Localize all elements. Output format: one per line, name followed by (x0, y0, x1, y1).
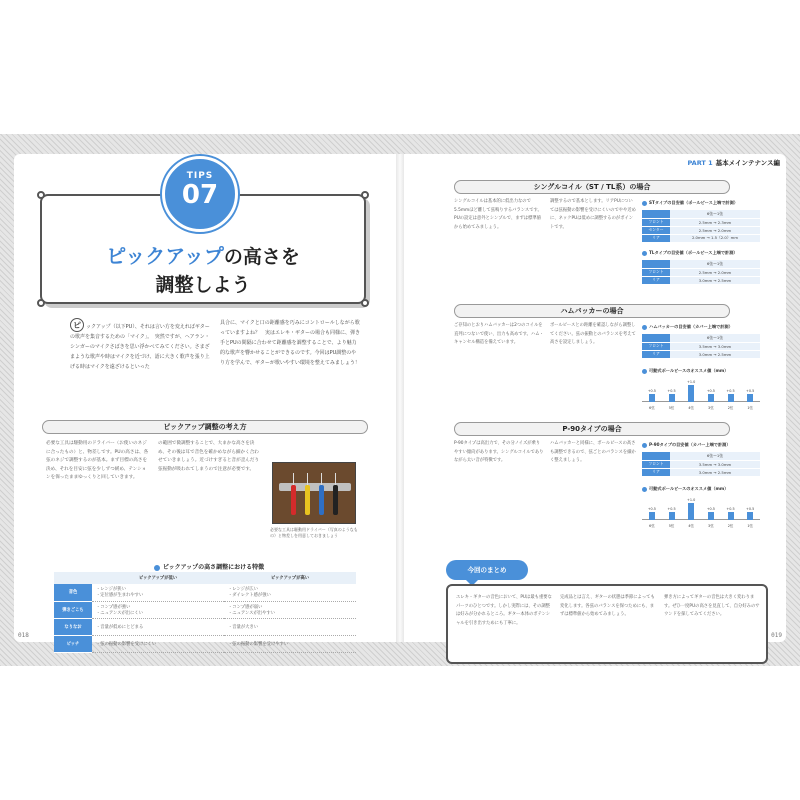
chart-bar (747, 394, 753, 402)
table-header: ピックアップが低い (92, 572, 224, 584)
chart-value-label: +0.5 (706, 506, 715, 511)
table-row (54, 618, 356, 635)
corner-rivet (37, 299, 45, 307)
single-text-b: 調整するので基本とします。リアPUについては弦振動の影響を受けにくいのでやや近めに、ネックPUは低めに調整するのがポイントです。 (550, 199, 636, 230)
summary-col3: 弾き方によってギターの音色は大きく変わります。ぜひ一度PUの高さを見直して、自分好みのサウンドを探してみてください。 (664, 595, 760, 617)
cell-high: ・コンプ感が弱い ・ニュアンスが出やすい (224, 601, 356, 618)
st-key: リア (642, 234, 670, 242)
tools-photo (272, 462, 356, 524)
section-heading-single: シングルコイル（ST / TL系）の場合 (454, 180, 730, 194)
left-page (14, 154, 396, 647)
page-title (42, 242, 364, 299)
st-table (642, 210, 760, 243)
st-key (642, 210, 670, 218)
chart-value-label: +0.5 (746, 388, 755, 393)
tl-val: 6弦～1弦 (670, 260, 760, 268)
chart-value-label: +0.5 (647, 506, 656, 511)
chart-bar (688, 503, 694, 520)
title-line2: 調整しよう (155, 274, 251, 296)
p90-text-b: ハムバッカーと同様に、ポールピースの高さも調整できるので、弦ごとのバランスを細かく整えましょう。 (550, 441, 636, 463)
table-row (54, 601, 356, 618)
screwdriver-red (291, 485, 296, 515)
chart-category-label: 6弦 (649, 406, 655, 410)
p90-key: リア (642, 468, 670, 476)
intro-col2: 具合に、マイクと口の距離感を巧みにコントロールしながら歌っていますよね？ 実はエレキ・ギターの場合も同様に、弾き手とPUの間隔に合わせて距離感を調整することで、より魅力的な歌声を響かせることができるのです。今回はPU調整のやり方を学んで、ギターが歌いやすい環境を整えてみましょう！ (220, 320, 360, 366)
body-col2: の範囲で微調整することで、大まかな高さを決め、その後は耳で音色を確かめながら細かく合わせていきましょう。近づけすぎると音が歪んだり弦振動が吸われてしまうので注意が必要です。 (158, 441, 260, 472)
hum-text-b: ポールピースとの距離を確認しながら調整してください。弦の振動とのバランスを考えて高さを設定しましょう。 (550, 323, 636, 345)
part-header (688, 158, 781, 167)
title-rest: の高さを (223, 246, 300, 268)
st-key: フロント (642, 218, 670, 226)
p90-val: 3.5mm → 3.0mm (670, 460, 760, 468)
chart-value-label: +0.5 (667, 506, 676, 511)
hum-val: 3.5mm → 3.0mm (670, 342, 760, 350)
chart-axis (642, 401, 760, 402)
screwdriver-yellow (305, 485, 310, 515)
photo-caption: 必要な工具は駆動用ドライバー（写真のようなもの）と物差しを用意しておきましょう (270, 527, 358, 538)
table-header (54, 572, 92, 584)
tips-label: TIPS (186, 171, 214, 181)
tl-table-title: TLタイプの目安値（ポールピース上端で計測） (642, 250, 738, 256)
p90-key: フロント (642, 460, 670, 468)
corner-rivet (361, 191, 369, 199)
chart-axis (642, 519, 760, 520)
chart-category-label: 5弦 (668, 406, 675, 410)
single-text-a: シングルコイルは基本的に低出力なので5.5mmほど離して弦鳴りするバランスです。PUの設定は意外とシンプルで、まずは標準値から始めてみましょう。 (454, 199, 542, 230)
tl-val: 3.0mm → 2.5mm (670, 276, 760, 284)
chart-category-label: 2弦 (727, 406, 734, 410)
st-val: 2.5mm → 2.3mm (670, 218, 760, 226)
hum-key (642, 334, 670, 342)
cell-low: ・レンジが狭い ・定位感が生まれやすい (92, 584, 224, 601)
row-label: 弾きごこち (54, 601, 92, 618)
table-title: ピックアップの高さ調整における特徴 (74, 562, 344, 571)
summary-box (446, 584, 768, 664)
table-row (54, 635, 356, 652)
chart-category-label: 3弦 (708, 406, 714, 410)
part-label: PART 1 (687, 159, 713, 167)
chart-bar (669, 512, 675, 520)
chart-bar (649, 512, 655, 520)
screwdriver-black (333, 485, 338, 515)
summary-label: 今回のまとめ (446, 560, 528, 580)
cell-low: ・音量が低めにとどまる (92, 618, 224, 635)
st-key: センター (642, 226, 670, 234)
chart-bar (708, 512, 714, 520)
cell-high: ・レンジが広い ・ダイレクト感が強い (224, 584, 356, 601)
chart-category-label: 4弦 (688, 524, 694, 528)
chart-category-label: 2弦 (727, 524, 734, 528)
summary-col2: 完成品とは言え、ギターの状態は季節によっても変化します。各弦のバランスを保つためにも、まずは標準値から始めてみましょう。 (560, 595, 655, 617)
p90-key (642, 452, 670, 460)
dropcap: ピ (70, 318, 84, 332)
p90-table (642, 452, 760, 477)
body-col1: 必要な工具は駆動用のドライバー（お使いのネジに合ったもの）と、物差しです。PUの高さは、各弦のネジで調整するのが基本。まず目標の高さを決め、それを目安に弦を少しずつ緩め、テンションを保ったままゆっくりと回していきます。 (46, 441, 149, 480)
table-header: ピックアップが高い (224, 572, 356, 584)
hum-key: フロント (642, 342, 670, 350)
p90-val: 6弦～1弦 (670, 452, 760, 460)
hum-val: 6弦～1弦 (670, 334, 760, 342)
chart-bar (728, 394, 734, 402)
hum-table (642, 334, 760, 359)
chart-bar (688, 385, 694, 402)
chart-category-label: 1弦 (747, 406, 753, 410)
chart-bar (728, 512, 734, 520)
row-label: 音色 (54, 584, 92, 601)
table-row (54, 584, 356, 601)
st-val: 2.5mm → 2.0mm (670, 226, 760, 234)
row-label: なりなお (54, 618, 92, 635)
page-number-left: 018 (18, 632, 29, 639)
chart-value-label: +0.5 (746, 506, 755, 511)
chart-category-label: 1弦 (747, 524, 753, 528)
section-heading: ピックアップ調整の考え方 (42, 420, 368, 434)
summary-col1: エレキ・ギターの音色において、PUは最も重要なパーツのひとつです。しかし実際には、その調整は好みが分かれるところ。ギター本体のポテンシャルを引き出すためにも丁寧に。 (456, 595, 552, 626)
cell-high: ・弦の振動の影響を受けやすい (224, 635, 356, 652)
p90-pole-chart (642, 494, 760, 528)
p90-val: 3.0mm → 2.5mm (670, 468, 760, 476)
p90-text-a: P-90タイプは高出力で、その分ノイズが乗りやすい傾向があります。シングルコイルでありながら太い音が特徴です。 (454, 441, 544, 463)
chart-value-label: +0.5 (667, 388, 676, 393)
tips-badge (162, 156, 238, 232)
book-spread (0, 134, 800, 666)
chart-bar (747, 512, 753, 520)
st-val: 6弦～1弦 (670, 210, 760, 218)
p90-table-title: P-90タイプの目安値（カバー上端で計測） (642, 442, 731, 448)
chart-value-label: +0.5 (726, 506, 735, 511)
section-heading-hum: ハムバッカーの場合 (454, 304, 730, 318)
hum-pole-chart (642, 376, 760, 410)
chart-value-label: +1.0 (687, 498, 696, 503)
tl-val: 2.5mm → 2.0mm (670, 268, 760, 276)
intro-text-1: ックアップ（以下PU）、それは言い方を変えればギターの歌声を集音するための「マイク」。 突然ですが、ヘアラン・シンガーのマイクさばきを思い浮かべてみてください。さまざまような歌声や時はマイクを近づけ、語に大きく歌声を張り上げる時はマイクを遠ざけるといった (70, 324, 210, 370)
hum-key: リア (642, 350, 670, 358)
cell-low: ・弦の振動の影響を受けにくい (92, 635, 224, 652)
title-highlight: ピックアップ (106, 244, 224, 268)
tips-number: 07 (181, 180, 219, 210)
right-page (404, 154, 786, 642)
section-heading-p90: P-90タイプの場合 (454, 422, 730, 436)
p90-chart-title: 可動式ポールピースのオススメ値（mm） (642, 486, 728, 492)
chart-bar (708, 394, 714, 402)
book-gutter (396, 154, 404, 642)
row-label: ピッチ (54, 635, 92, 652)
hum-chart-title: 可動式ポールピースのオススメ値（mm） (642, 368, 728, 374)
hum-table-title: ハムバッカーの目安値（カバー上端で計測） (642, 324, 733, 330)
page-number-right: 019 (771, 632, 782, 639)
corner-rivet (37, 191, 45, 199)
chart-category-label: 3弦 (708, 524, 714, 528)
chart-value-label: +0.5 (706, 388, 715, 393)
chart-bar (669, 394, 675, 402)
intro-col1 (70, 318, 210, 372)
pickup-feature-table (54, 572, 356, 653)
chart-category-label: 5弦 (668, 524, 675, 528)
tl-key: リア (642, 276, 670, 284)
cell-high: ・音量が大きい (224, 618, 356, 635)
chart-value-label: +1.0 (687, 380, 696, 385)
chart-bar (649, 394, 655, 402)
corner-rivet (361, 299, 369, 307)
st-val: 2.0mm → 1.5（2.0）mm (670, 234, 760, 242)
chart-value-label: +0.5 (647, 388, 656, 393)
ruler (279, 483, 351, 491)
screwdriver-blue (319, 485, 324, 515)
chart-category-label: 6弦 (649, 524, 655, 528)
chart-category-label: 4弦 (688, 406, 694, 410)
tl-table (642, 260, 760, 285)
hum-val: 3.0mm → 2.5mm (670, 350, 760, 358)
hum-text-a: ご存知のとおりハムバッカーは2つのコイルを直列につないで使い、出力も高めです。ハム・キャンセル構造を備えています。 (454, 323, 544, 345)
cell-low: ・コンプ感が強い ・ニュアンスが出にくい (92, 601, 224, 618)
st-table-title: STタイプの目安値（ポールピース上端で計測） (642, 200, 738, 206)
tl-key (642, 260, 670, 268)
chart-value-label: +0.5 (726, 388, 735, 393)
tl-key: フロント (642, 268, 670, 276)
part-title: 基本メインテナンス編 (715, 159, 780, 167)
